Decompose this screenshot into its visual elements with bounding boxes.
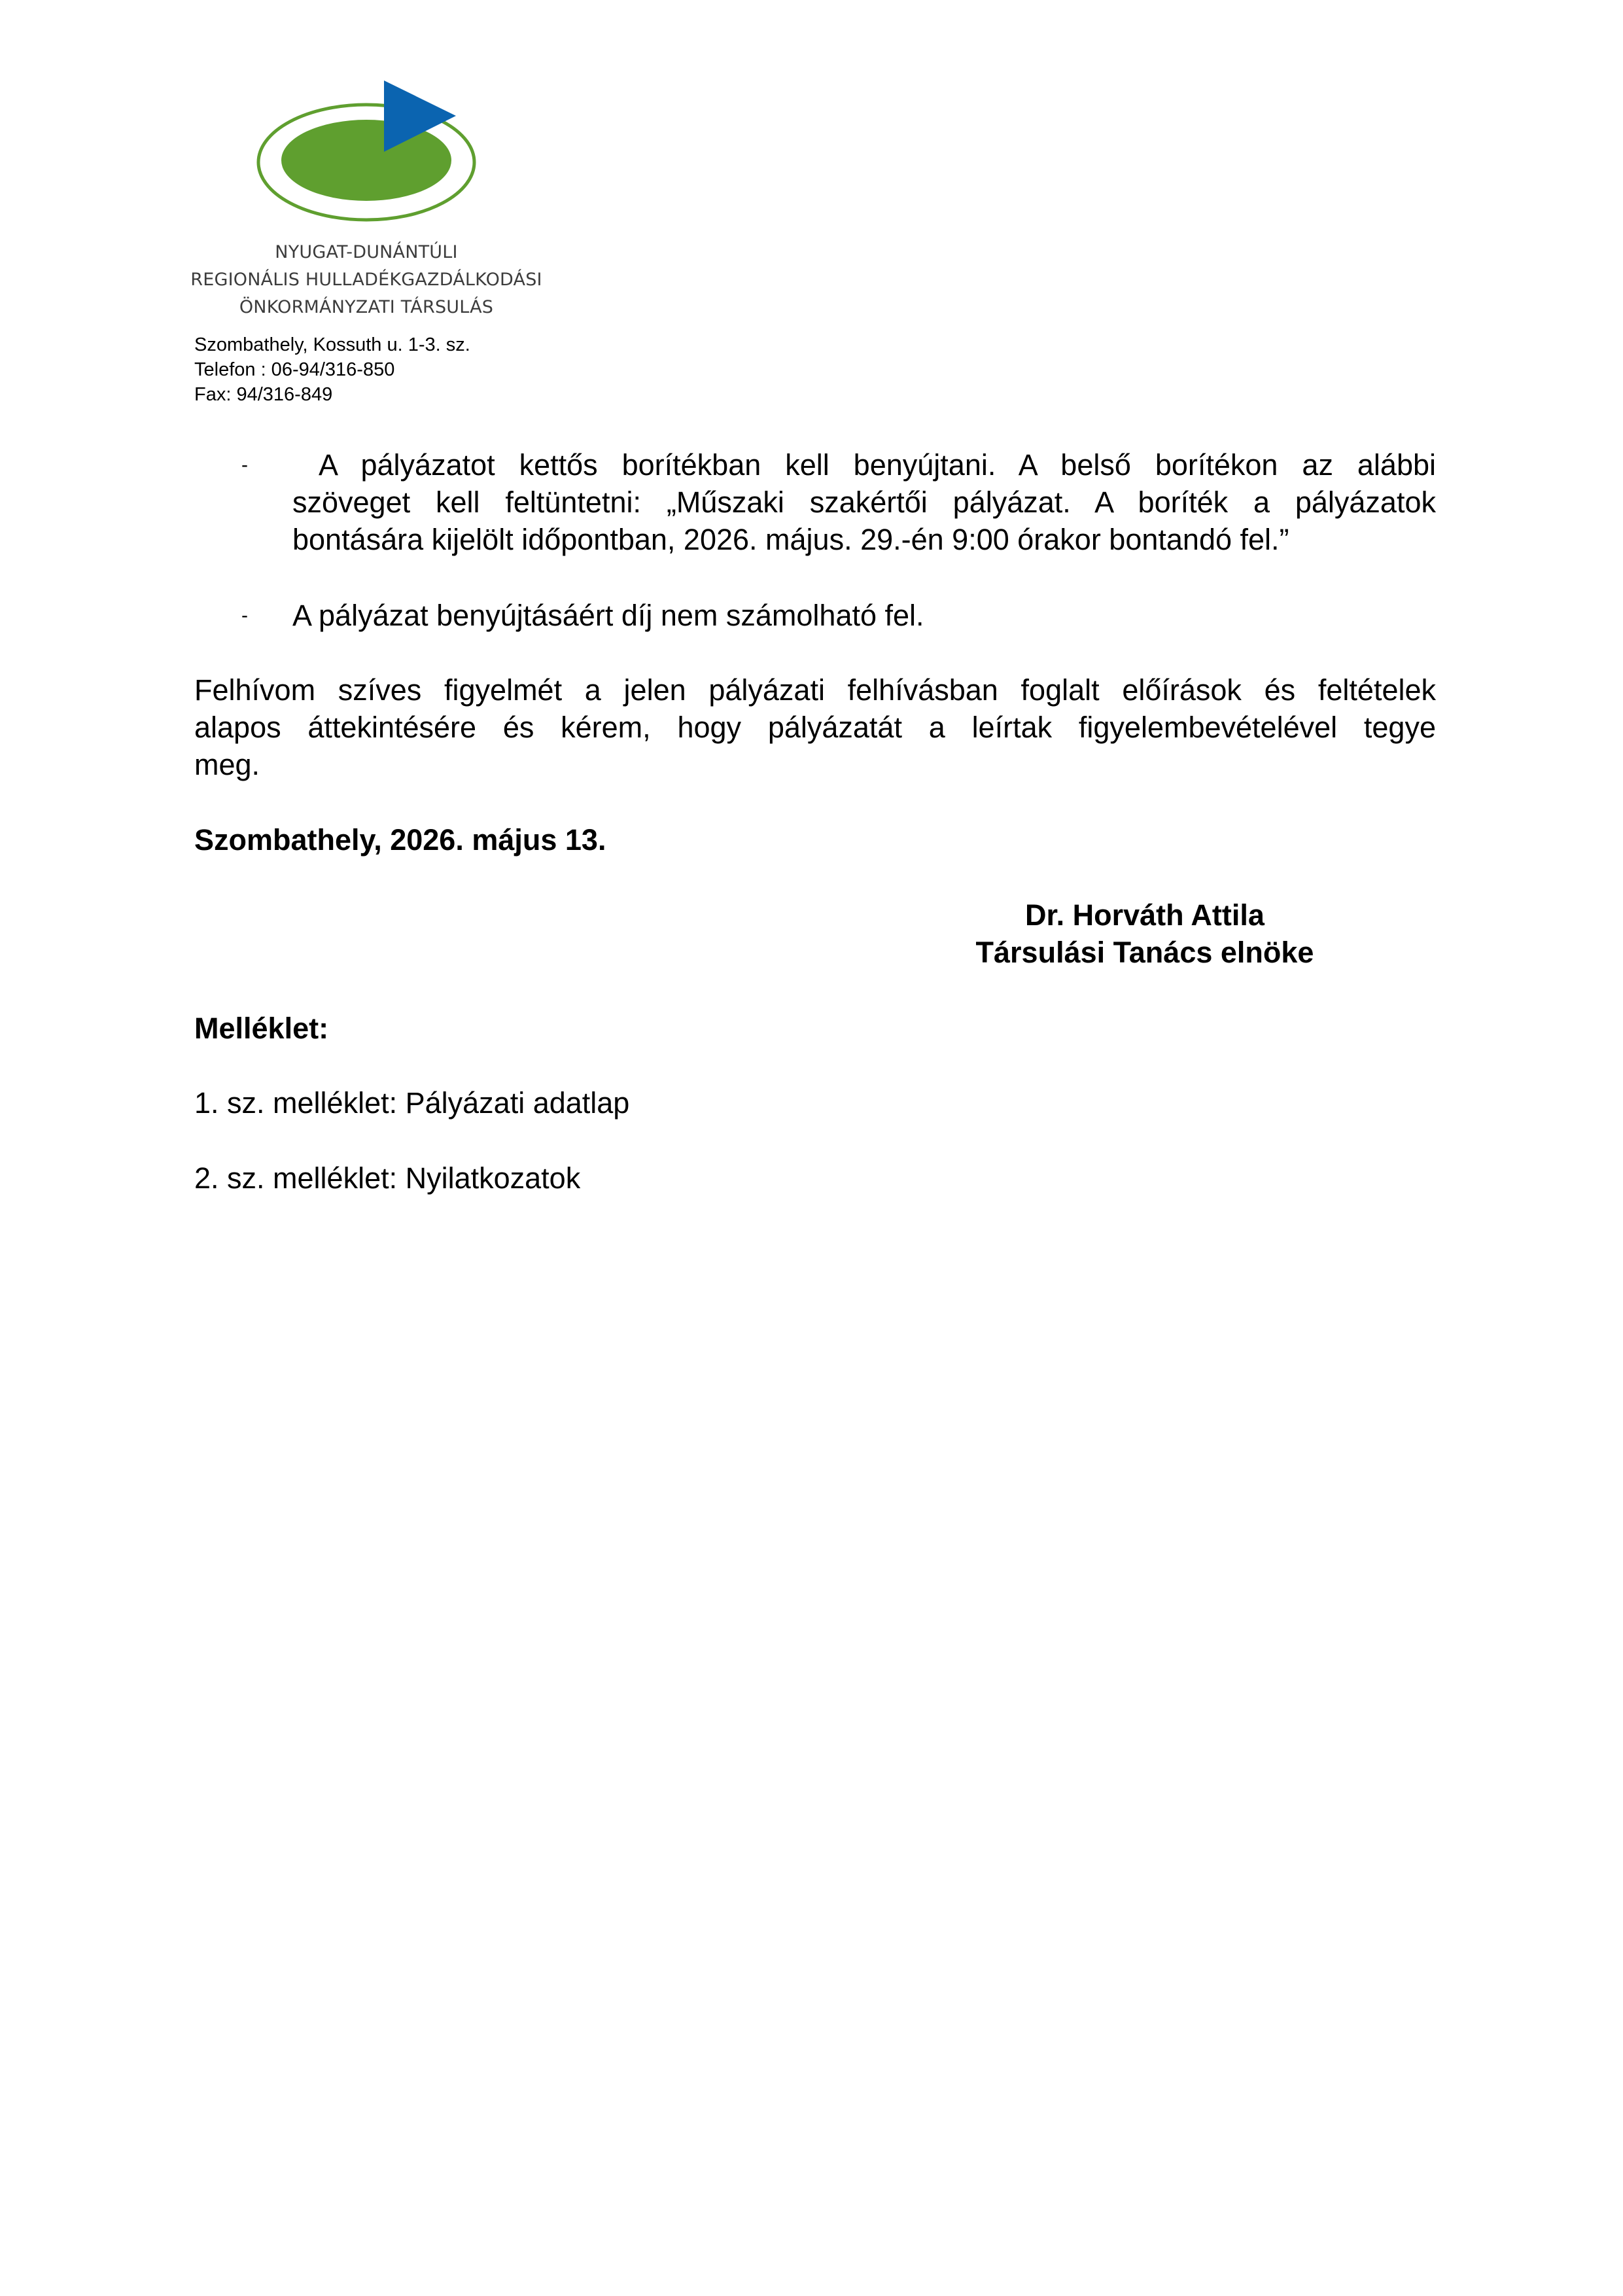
bullet-dash: - xyxy=(241,454,248,476)
attachment-item-2: 2. sz. melléklet: Nyilatkozatok xyxy=(194,1161,581,1195)
signature-title: Társulási Tanács elnöke xyxy=(975,936,1314,969)
org-name-line-3: ÖNKORMÁNYZATI TÁRSULÁS xyxy=(239,297,494,317)
bullet-dash: - xyxy=(241,605,248,626)
bullet-line-3: bontására kijelölt időpontban, 2026. május. 29.-én 9:00 órakor bontandó fel.” xyxy=(292,523,1289,556)
organization-name xyxy=(183,239,550,321)
contact-fax: Fax: 94/316-849 xyxy=(194,384,333,405)
signature-name: Dr. Horváth Attila xyxy=(1025,898,1265,932)
date-line: Szombathely, 2026. május 13. xyxy=(194,823,606,857)
bullet-text xyxy=(292,446,1436,558)
attachment-item-1: 1. sz. melléklet: Pályázati adatlap xyxy=(194,1086,630,1120)
org-name-line-1: NYUGAT-DUNÁNTÚLI xyxy=(275,242,458,262)
bullet-line-1: A pályázat benyújtásáért díj nem számolható fel. xyxy=(292,599,924,632)
contact-phone: Telefon : 06-94/316-850 xyxy=(194,359,395,380)
flag-logo-icon xyxy=(255,75,484,232)
paragraph-line-3: meg. xyxy=(194,748,260,781)
body-paragraph xyxy=(194,671,1436,783)
org-name-line-2: REGIONÁLIS HULLADÉKGAZDÁLKODÁSI xyxy=(190,270,542,290)
contact-info xyxy=(194,332,470,407)
bullet-text xyxy=(292,597,1436,634)
contact-address: Szombathely, Kossuth u. 1-3. sz. xyxy=(194,334,470,355)
paragraph-line-2: alapos áttekintésére és kérem, hogy pályázatát a leírtak figyelembevételével tegye xyxy=(194,711,1436,744)
bullet-line-1: A pályázatot kettős borítékban kell benyújtani. A belső borítékon az alábbi xyxy=(319,448,1436,482)
bullet-line-2: szöveget kell feltüntetni: „Műszaki szakértői pályázat. A boríték a pályázatok xyxy=(292,486,1436,519)
attachments-heading: Melléklet: xyxy=(194,1012,329,1045)
signature-block xyxy=(916,896,1374,971)
paragraph-line-1: Felhívom szíves figyelmét a jelen pályázati felhívásban foglalt előírások és feltételek xyxy=(194,673,1436,707)
